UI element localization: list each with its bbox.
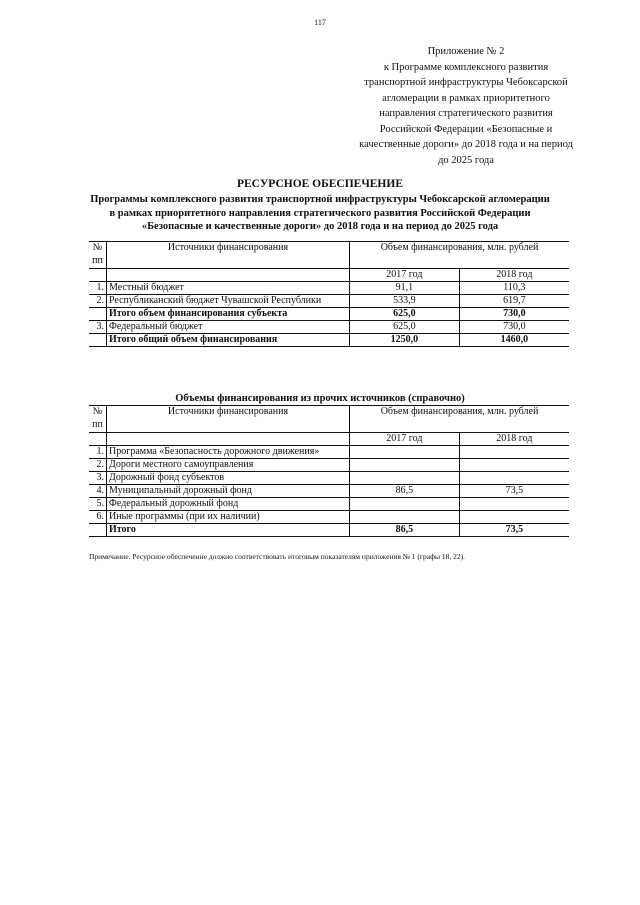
row-value-2017: 91,1: [350, 282, 460, 295]
year-row-source-cell: [107, 269, 350, 282]
row-source: Республиканский бюджет Чувашской Республики: [107, 295, 350, 308]
row-num: 5.: [89, 498, 107, 511]
row-value-2017: 86,5: [350, 524, 460, 537]
row-num: 1.: [89, 282, 107, 295]
table-row: [89, 498, 569, 511]
year-row-num-cell: [89, 269, 107, 282]
document-subtitle: [80, 193, 560, 234]
row-value-2018: 1460,0: [459, 334, 569, 347]
header-volume: Объем финансирования, млн. рублей: [380, 406, 539, 417]
row-source: Итого: [107, 524, 350, 537]
header-spacer: [350, 255, 570, 269]
year-row-num-cell: [89, 433, 107, 446]
table-row: [89, 282, 569, 295]
footnote: Примечание. Ресурсное обеспечение должно соответствовать итоговым показателям приложения № 1 (графы 18, 22).: [89, 552, 465, 561]
appendix-line: качественные дороги» до 2018 года и на период: [359, 139, 573, 150]
row-value-2017: [350, 459, 460, 472]
row-value-2018: 73,5: [459, 485, 569, 498]
table-row: [89, 511, 569, 524]
header-spacer: [350, 419, 570, 433]
subtitle-line: в рамках приоритетного направления стратегического развития Российской Федерации: [109, 207, 531, 219]
header-year-2018: 2018 год: [459, 269, 569, 282]
header-year-2017: 2017 год: [350, 269, 460, 282]
page-number: 117: [314, 18, 326, 27]
row-value-2018: [459, 511, 569, 524]
year-row-source-cell: [107, 433, 350, 446]
other-sources-table: [89, 405, 569, 537]
row-value-2017: [350, 511, 460, 524]
table-row: [89, 321, 569, 334]
appendix-line: агломерации в рамках приоритетного: [382, 92, 550, 104]
row-value-2018: [459, 446, 569, 459]
appendix-line: до 2025 года: [438, 154, 494, 166]
table-row: [89, 472, 569, 485]
table-row: [89, 459, 569, 472]
row-source: Дороги местного самоуправления: [107, 459, 350, 472]
row-value-2017: [350, 498, 460, 511]
appendix-line: направления стратегического развития: [379, 108, 553, 119]
subtitle-line: Программы комплексного развития транспортной инфраструктуры Чебоксарской агломерации: [90, 194, 550, 205]
row-value-2018: 73,5: [459, 524, 569, 537]
row-value-2018: 730,0: [459, 321, 569, 334]
table-row: [89, 485, 569, 498]
row-num: 4.: [89, 485, 107, 498]
table-row: [89, 446, 569, 459]
row-value-2017: [350, 472, 460, 485]
row-num: 3.: [89, 472, 107, 485]
appendix-line: транспортной инфраструктуры Чебоксарской: [364, 77, 568, 88]
row-value-2018: [459, 459, 569, 472]
row-value-2017: 533,9: [350, 295, 460, 308]
header-num-pp: пп: [89, 419, 107, 433]
row-num: [89, 524, 107, 537]
row-num: 3.: [89, 321, 107, 334]
other-sources-title: Объемы финансирования из прочих источников (справочно): [175, 393, 465, 404]
header-num: №: [89, 242, 107, 256]
row-num: [89, 308, 107, 321]
subtitle-line: «Безопасные и качественные дороги» до 2018 года и на период до 2025 года: [141, 221, 499, 232]
row-value-2018: 730,0: [459, 308, 569, 321]
row-value-2018: [459, 498, 569, 511]
row-num: 1.: [89, 446, 107, 459]
row-source: Дорожный фонд субъектов: [107, 472, 350, 485]
row-num: 6.: [89, 511, 107, 524]
row-num: 2.: [89, 295, 107, 308]
row-num: [89, 334, 107, 347]
header-year-2017: 2017 год: [350, 433, 460, 446]
table-row-total: [89, 334, 569, 347]
appendix-line: к Программе комплексного развития: [383, 61, 549, 73]
row-value-2017: 1250,0: [350, 334, 460, 347]
row-value-2017: 86,5: [350, 485, 460, 498]
header-volume: Объем финансирования, млн. рублей: [380, 242, 539, 253]
row-value-2017: 625,0: [350, 321, 460, 334]
row-value-2018: 619,7: [459, 295, 569, 308]
header-num-pp: пп: [89, 255, 107, 269]
resource-table: [89, 241, 569, 347]
row-value-2018: 110,3: [459, 282, 569, 295]
header-num: №: [89, 406, 107, 420]
table-row-total: [89, 524, 569, 537]
row-source: Программа «Безопасность дорожного движения»: [107, 446, 350, 459]
row-source: Иные программы (при их наличии): [107, 511, 350, 524]
header-year-2018: 2018 год: [459, 433, 569, 446]
appendix-header: [346, 44, 586, 168]
appendix-line: Приложение № 2: [427, 46, 505, 57]
header-source: Источники финансирования: [107, 406, 350, 433]
row-value-2017: [350, 446, 460, 459]
row-value-2018: [459, 472, 569, 485]
table-row: [89, 295, 569, 308]
row-source: Федеральный дорожный фонд: [107, 498, 350, 511]
row-source: Итого общий объем финансирования: [107, 334, 350, 347]
row-source: Местный бюджет: [107, 282, 350, 295]
row-source: Муниципальный дорожный фонд: [107, 485, 350, 498]
row-num: 2.: [89, 459, 107, 472]
row-source: Федеральный бюджет: [107, 321, 350, 334]
row-value-2017: 625,0: [350, 308, 460, 321]
header-source: Источники финансирования: [107, 242, 350, 269]
row-source: Итого объем финансирования субъекта: [107, 308, 350, 321]
appendix-line: Российской Федерации «Безопасные и: [379, 123, 553, 135]
document-title: РЕСУРСНОЕ ОБЕСПЕЧЕНИЕ: [236, 178, 403, 190]
table-row-subtotal: [89, 308, 569, 321]
